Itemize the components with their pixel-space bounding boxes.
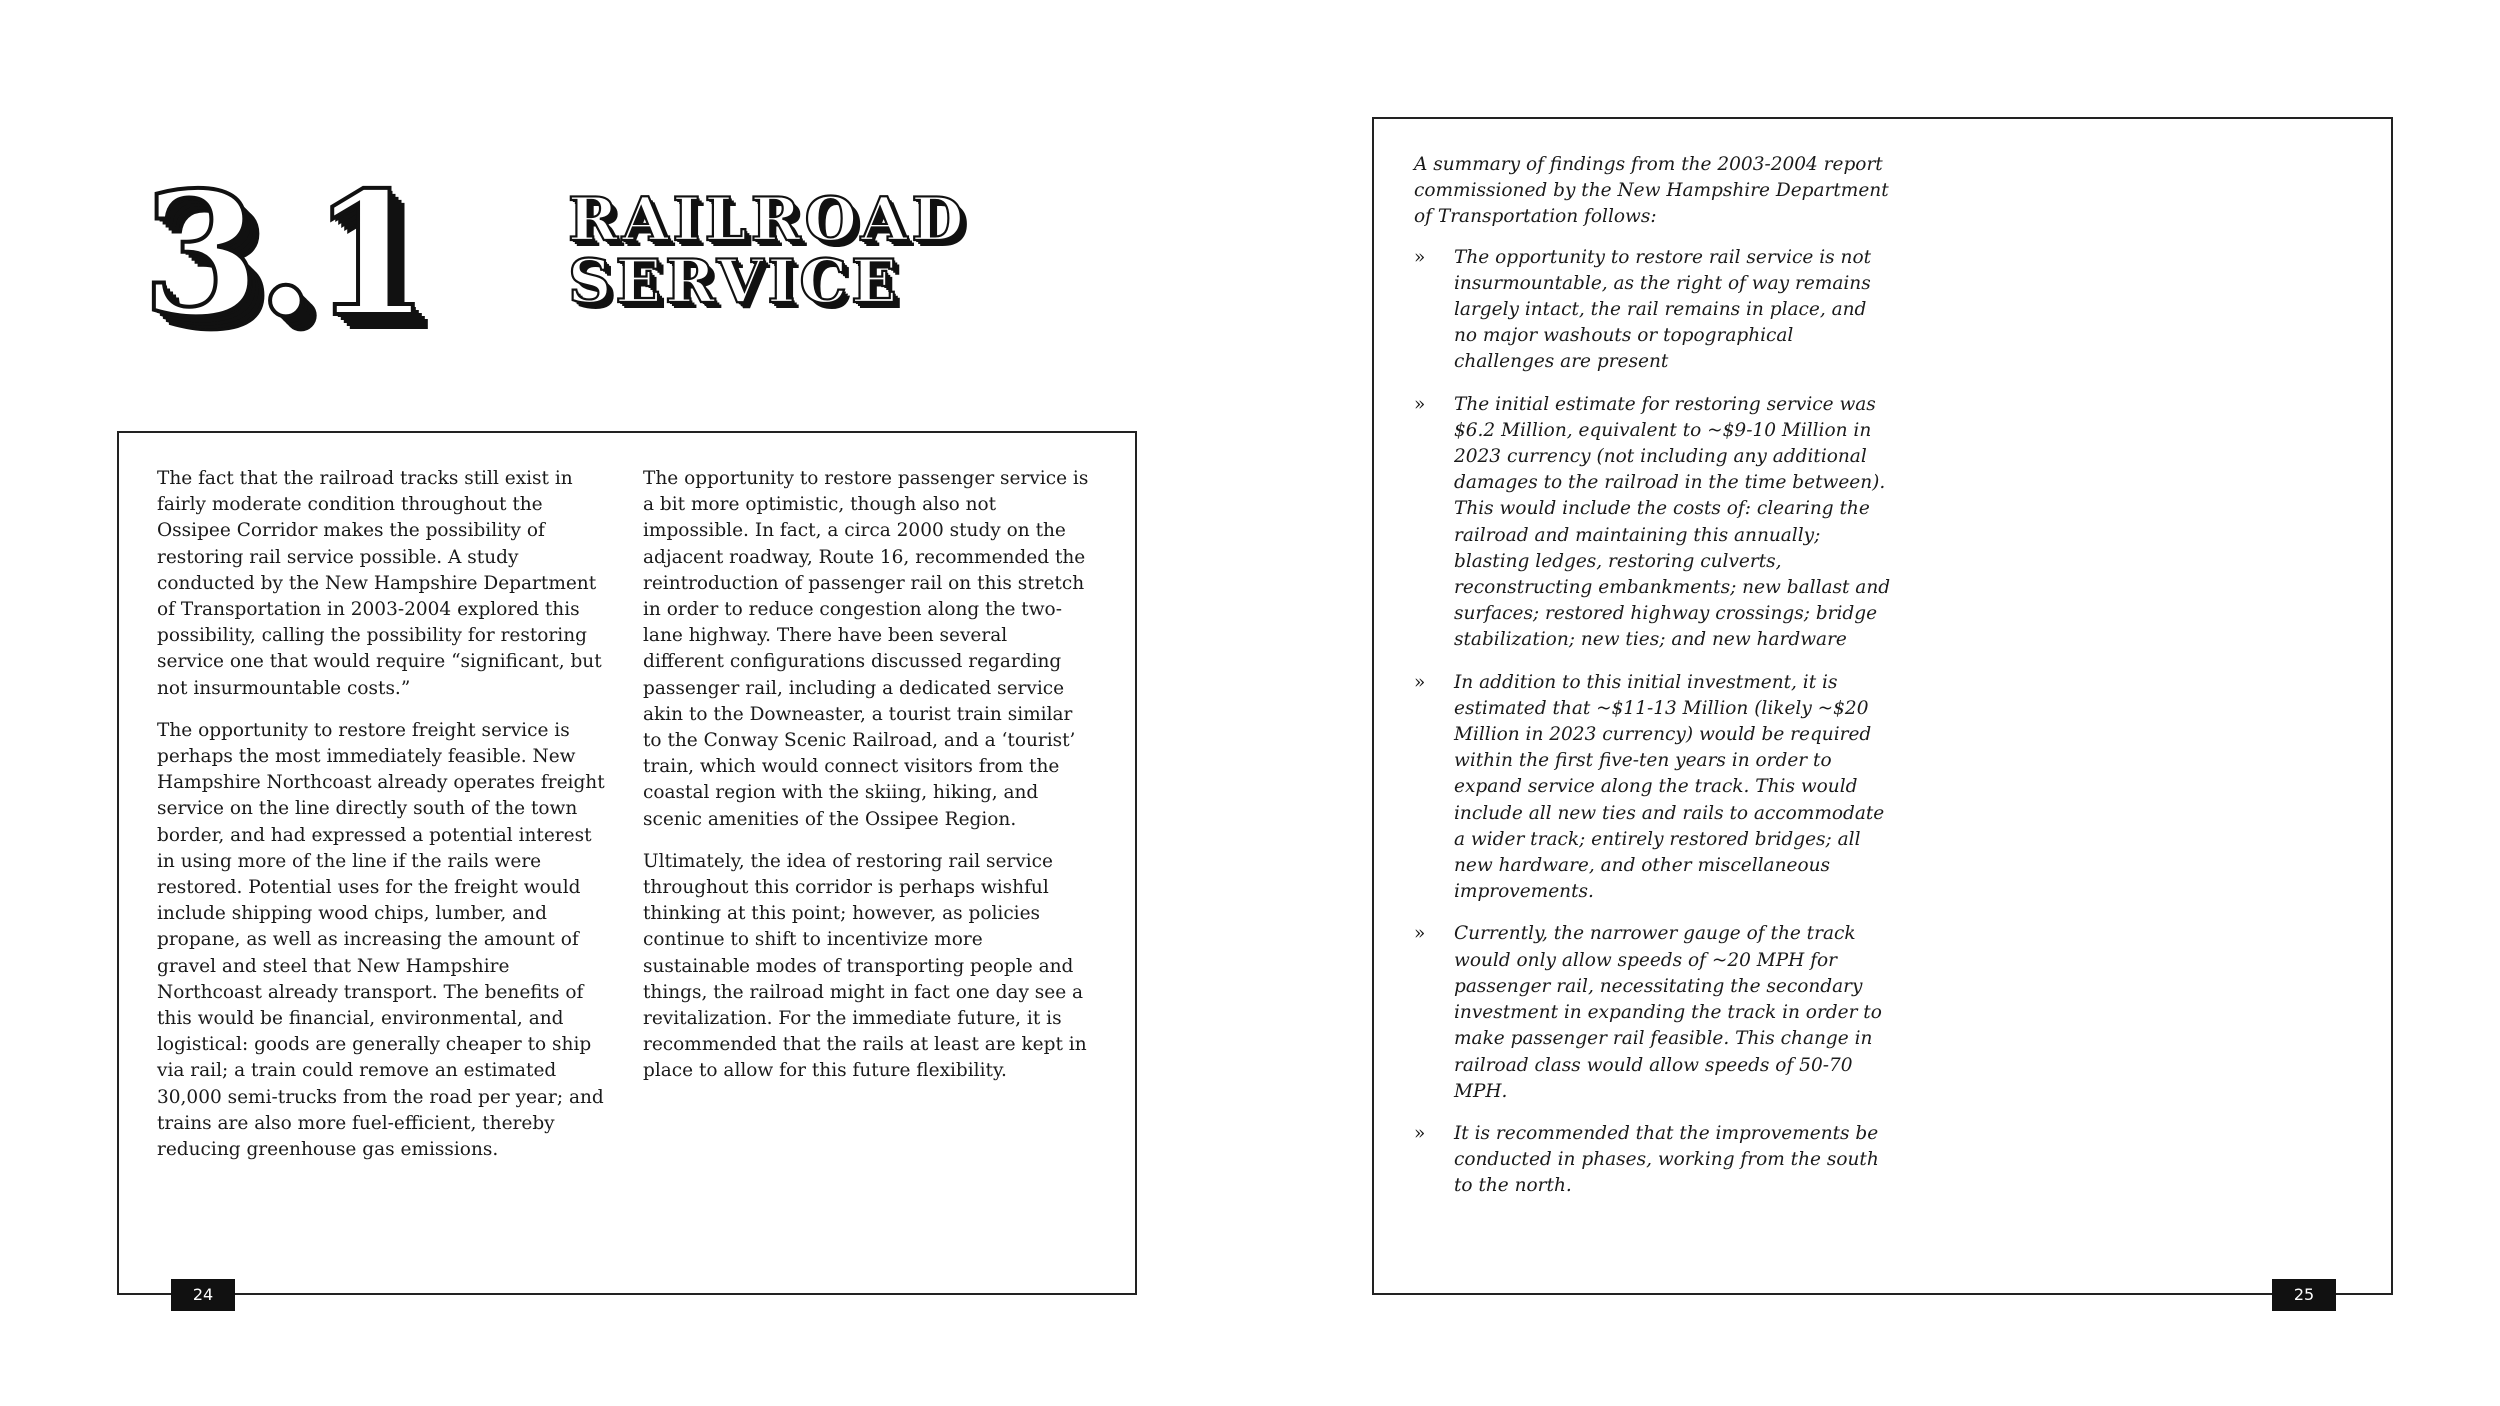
finding-text: It is recommended that the improvements be conducted in phases, working from the south to the north. bbox=[1454, 1122, 1879, 1197]
finding-text: The opportunity to restore rail service is not insurmountable, as the right of way remains largely intact, the rail remains in place, and no major washouts or topographical challenges are present bbox=[1454, 246, 1872, 373]
bullet-marker: » bbox=[1414, 671, 1426, 693]
finding-text: The initial estimate for restoring service was $6.2 Million, equivalent to ~$9-10 Million in 2023 currency (not including any additional damages to the railroad in the time between). This would include the costs of: clearing the railroad and maintaining this annually; blasting ledges, restoring culverts, reconstructing embankments; new ballast and surfaces; restored highway crossings; bridge stabilization; new ties; and new hardware bbox=[1454, 393, 1891, 651]
finding-text: In addition to this initial investment, it is estimated that ~$11-13 Million (likely ~$20 Million in 2023 currency) would be required within the first five-ten years in order to expand service along the track. This would include all new ties and rails to accommodate a wider track; entirely restored bridges; all new hardware, and other miscellaneous improvements. bbox=[1454, 671, 1885, 903]
finding-item bbox=[1414, 392, 1894, 654]
bullet-marker: » bbox=[1414, 393, 1426, 415]
paragraph-rail-study: The fact that the railroad tracks still exist in fairly moderate condition throughout the Ossipee Corridor makes the possibility of restoring rail service possible. A study conducted by the New Hampshire Department of Transportation in 2003-2004 explored this possibility, calling the possibility for restoring service one that would require “significant, but not insurmountable costs.” bbox=[157, 468, 602, 699]
finding-item bbox=[1414, 1121, 1894, 1200]
paragraph-ultimately: Ultimately, the idea of restoring rail service throughout this corridor is perhaps wishful thinking at this point; however, as policies continue to shift to incentivize more sustainable modes of transporting people and things, the railroad might in fact one day see a revitalization. For the immediate future, it is recommended that the rails at least are kept in place to allow for this future flexibility. bbox=[643, 850, 1087, 1082]
page-number-right: 25 bbox=[2272, 1279, 2336, 1311]
finding-item bbox=[1414, 921, 1894, 1104]
summary-intro: A summary of findings from the 2003-2004 report commissioned by the New Hampshire Department of Transportation follows: bbox=[1414, 154, 1889, 228]
finding-item bbox=[1414, 670, 1894, 906]
summary-of-findings bbox=[1414, 152, 1894, 1216]
section-title-line-1: RAILROAD bbox=[568, 185, 968, 255]
paragraph-freight-service: The opportunity to restore freight service is perhaps the most immediately feasible. New Hampshire Northcoast already operates freight service on the line directly south of the town border, and had expressed a potential interest in using more of the line if the rails were restored. Potential uses for the freight would include shipping wood chips, lumber, and propane, as well as increasing the amount of gravel and steel that New Hampshire Northcoast already transport. The benefits of this would be financial, environmental, and logistical: goods are generally cheaper to ship via rail; a train could remove an estimated 30,000 semi-trucks from the road per year; and trains are also more fuel-efficient, thereby reducing greenhouse gas emissions. bbox=[157, 719, 605, 1161]
finding-item bbox=[1414, 245, 1894, 376]
section-title-line-2: SERVICE bbox=[568, 246, 901, 317]
page-number-left: 24 bbox=[171, 1279, 235, 1311]
bullet-marker: » bbox=[1414, 1122, 1426, 1144]
left-text-column-1 bbox=[157, 466, 607, 1179]
section-title bbox=[568, 185, 968, 317]
finding-text: Currently, the narrower gauge of the track would only allow speeds of ~20 MPH for passenger rail, necessitating the secondary investment in expanding the track in order to make passenger rail feasible. This change in railroad class would allow speeds of 50-70 MPH. bbox=[1454, 923, 1882, 1102]
findings-list bbox=[1414, 245, 1894, 1200]
bullet-marker: » bbox=[1414, 246, 1426, 268]
bullet-marker: » bbox=[1414, 923, 1426, 945]
left-text-column-2 bbox=[643, 466, 1093, 1101]
section-number: 3.1 bbox=[142, 155, 426, 355]
paragraph-passenger-service: The opportunity to restore passenger service is a bit more optimistic, though also not impossible. In fact, a circa 2000 study on the adjacent roadway, Route 16, recommended the reintroduction of passenger rail on this stretch in order to reduce congestion along the two-lane highway. There have been several different configurations discussed regarding passenger rail, including a dedicated service akin to the Downeaster, a tourist train similar to the Conway Scenic Railroad, and a ‘tourist’ train, which would connect visitors from the coastal region with the skiing, hiking, and scenic amenities of the Ossipee Region. bbox=[643, 468, 1089, 830]
